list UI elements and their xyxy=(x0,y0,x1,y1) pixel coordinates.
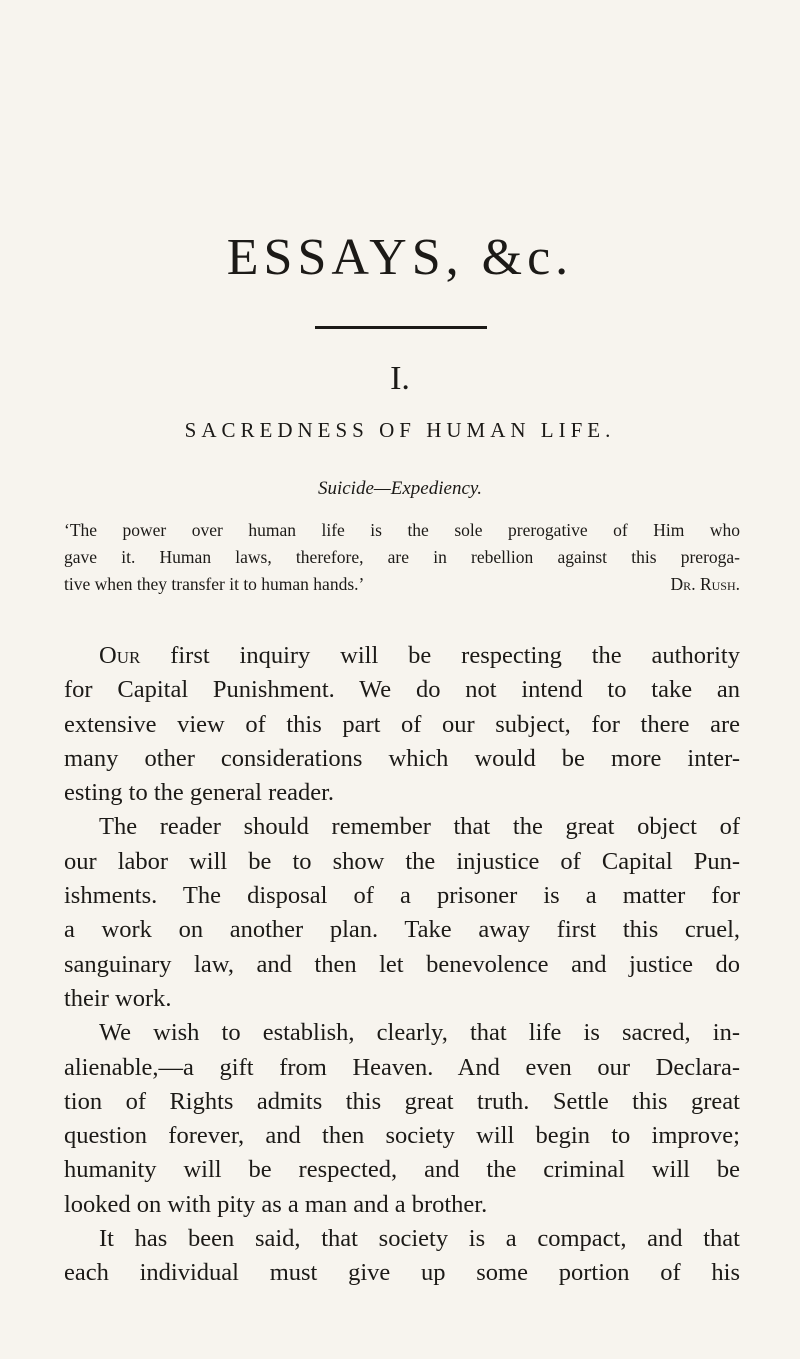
paragraph-1-line xyxy=(64,639,740,673)
paragraph-2-line: sanguinary law, and then let benevolence and justice do xyxy=(64,950,740,978)
epigraph-line: tive when they transfer it to human hands.’ xyxy=(64,574,365,594)
title-divider xyxy=(315,326,487,329)
paragraph-2-line: The reader should remember that the great object of xyxy=(99,813,740,841)
paragraph-lead-word: Our xyxy=(99,642,141,669)
paragraph-3-line: tion of Rights admits this great truth. Settle this great xyxy=(64,1087,740,1115)
paragraph-3-line: We wish to establish, clearly, that life is sacred, in- xyxy=(99,1019,740,1047)
paragraph-text: first inquiry will be respecting the authority xyxy=(140,642,740,669)
epigraph-last-line xyxy=(64,571,740,598)
paragraph-1-line: esting to the general reader. xyxy=(64,779,335,807)
paragraph-3-line: looked on with pity as a man and a brother. xyxy=(64,1190,488,1218)
page-title: ESSAYS, &c. xyxy=(226,229,574,286)
epigraph xyxy=(64,517,740,598)
paragraph-3-line: humanity will be respected, and the criminal will be xyxy=(64,1156,740,1184)
paragraph-2-line: a work on another plan. Take away first this cruel, xyxy=(64,916,740,944)
epigraph-line: gave it. Human laws, therefore, are in rebellion against this preroga- xyxy=(64,547,740,567)
section-numeral: I. xyxy=(390,360,410,397)
paragraph-2-line: our labor will be to show the injustice of Capital Pun- xyxy=(64,847,740,875)
body-text xyxy=(64,639,740,1291)
section-subheading: Suicide—Expediency. xyxy=(317,478,483,499)
epigraph-line: ‘The power over human life is the sole prerogative of Him who xyxy=(64,520,740,540)
paragraph-1-line: many other considerations which would be more inter- xyxy=(64,744,740,772)
paragraph-2-line: ishments. The disposal of a prisoner is a matter for xyxy=(64,882,740,910)
paragraph-3-line: question forever, and then society will begin to improve; xyxy=(64,1122,740,1150)
paragraph-3-line: alienable,—a gift from Heaven. And even our Declara- xyxy=(64,1053,740,1081)
paragraph-4-line: It has been said, that society is a compact, and that xyxy=(99,1225,740,1253)
paragraph-2-line: their work. xyxy=(64,984,172,1012)
paragraph-1-line: for Capital Punishment. We do not intend to take an xyxy=(64,676,740,704)
paragraph-4-line: each individual must give up some portion of his xyxy=(64,1259,740,1287)
epigraph-attribution: Dr. Rush. xyxy=(670,574,740,594)
paragraph-1-line: extensive view of this part of our subject, for there are xyxy=(64,710,740,738)
section-heading: SACREDNESS OF HUMAN LIFE. xyxy=(184,418,616,442)
